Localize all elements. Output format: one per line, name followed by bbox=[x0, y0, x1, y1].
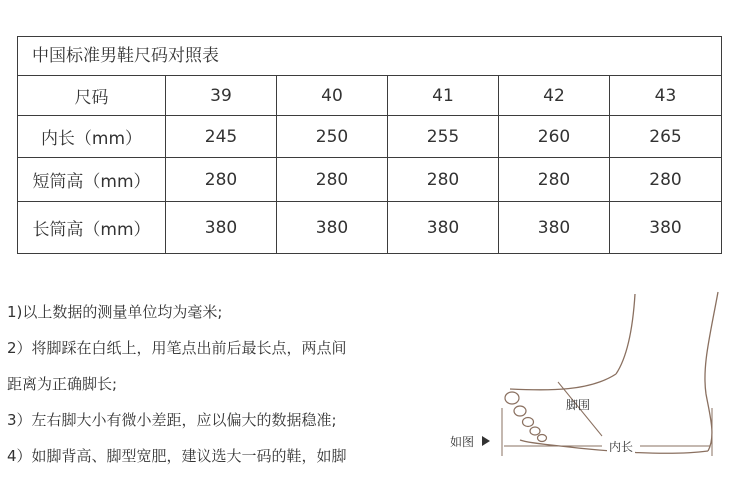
row-header: 短筒高（mm） bbox=[18, 158, 166, 201]
table-cell: 280 bbox=[166, 158, 277, 201]
table-cell: 380 bbox=[388, 202, 499, 253]
example-label: 如图 bbox=[450, 435, 475, 449]
table-cell: 280 bbox=[499, 158, 610, 201]
toe-2 bbox=[514, 406, 526, 416]
toe-4 bbox=[530, 427, 540, 435]
row-header: 内长（mm） bbox=[18, 116, 166, 157]
table-row-size bbox=[18, 76, 721, 116]
table-cell: 380 bbox=[166, 202, 277, 253]
table-cell: 42 bbox=[499, 76, 610, 115]
table-cell: 380 bbox=[649, 217, 682, 238]
note-line: 1)以上数据的测量单位均为毫米; bbox=[7, 303, 223, 321]
table-row-long-boot-height bbox=[18, 202, 721, 253]
toe-5 bbox=[538, 435, 547, 442]
note-line: 2）将脚踩在白纸上，用笔点出前后最长点，两点间 bbox=[7, 339, 347, 357]
note-line: 距离为正确脚长; bbox=[7, 375, 118, 393]
table-cell: 43 bbox=[654, 85, 677, 106]
table-cell: 245 bbox=[166, 116, 277, 157]
table-cell: 255 bbox=[388, 116, 499, 157]
foot-measurement-diagram bbox=[440, 286, 740, 486]
size-chart-table bbox=[17, 36, 722, 254]
table-cell: 41 bbox=[388, 76, 499, 115]
inner-length-label: 内长 bbox=[609, 440, 634, 454]
leg-front-line bbox=[616, 294, 635, 374]
table-row-short-boot-height bbox=[18, 158, 721, 202]
heel-line bbox=[705, 292, 718, 451]
table-cell: 280 bbox=[649, 169, 682, 190]
foot-outline-illustration bbox=[440, 286, 740, 486]
table-title: 中国标准男鞋尺码对照表 bbox=[18, 37, 721, 76]
table-cell: 280 bbox=[388, 158, 499, 201]
toe-3 bbox=[523, 418, 534, 427]
table-cell: 380 bbox=[277, 202, 388, 253]
triangle-right-icon bbox=[482, 436, 490, 446]
table-row-inner-length bbox=[18, 116, 721, 158]
table-cell: 40 bbox=[277, 76, 388, 115]
table-cell: 260 bbox=[499, 116, 610, 157]
girth-label: 脚围 bbox=[566, 398, 591, 412]
row-header: 长筒高（mm） bbox=[18, 202, 166, 253]
table-cell: 265 bbox=[649, 126, 682, 147]
table-cell: 380 bbox=[499, 202, 610, 253]
note-line: 4）如脚背高、脚型宽肥，建议选大一码的鞋，如脚 bbox=[7, 447, 347, 465]
measurement-notes bbox=[7, 298, 427, 478]
table-cell: 250 bbox=[277, 116, 388, 157]
note-line: 3）左右脚大小有微小差距，应以偏大的数据稳准; bbox=[7, 411, 337, 429]
row-header: 尺码 bbox=[18, 76, 166, 115]
table-cell: 280 bbox=[277, 158, 388, 201]
table-cell: 39 bbox=[166, 76, 277, 115]
big-toe bbox=[505, 392, 519, 404]
